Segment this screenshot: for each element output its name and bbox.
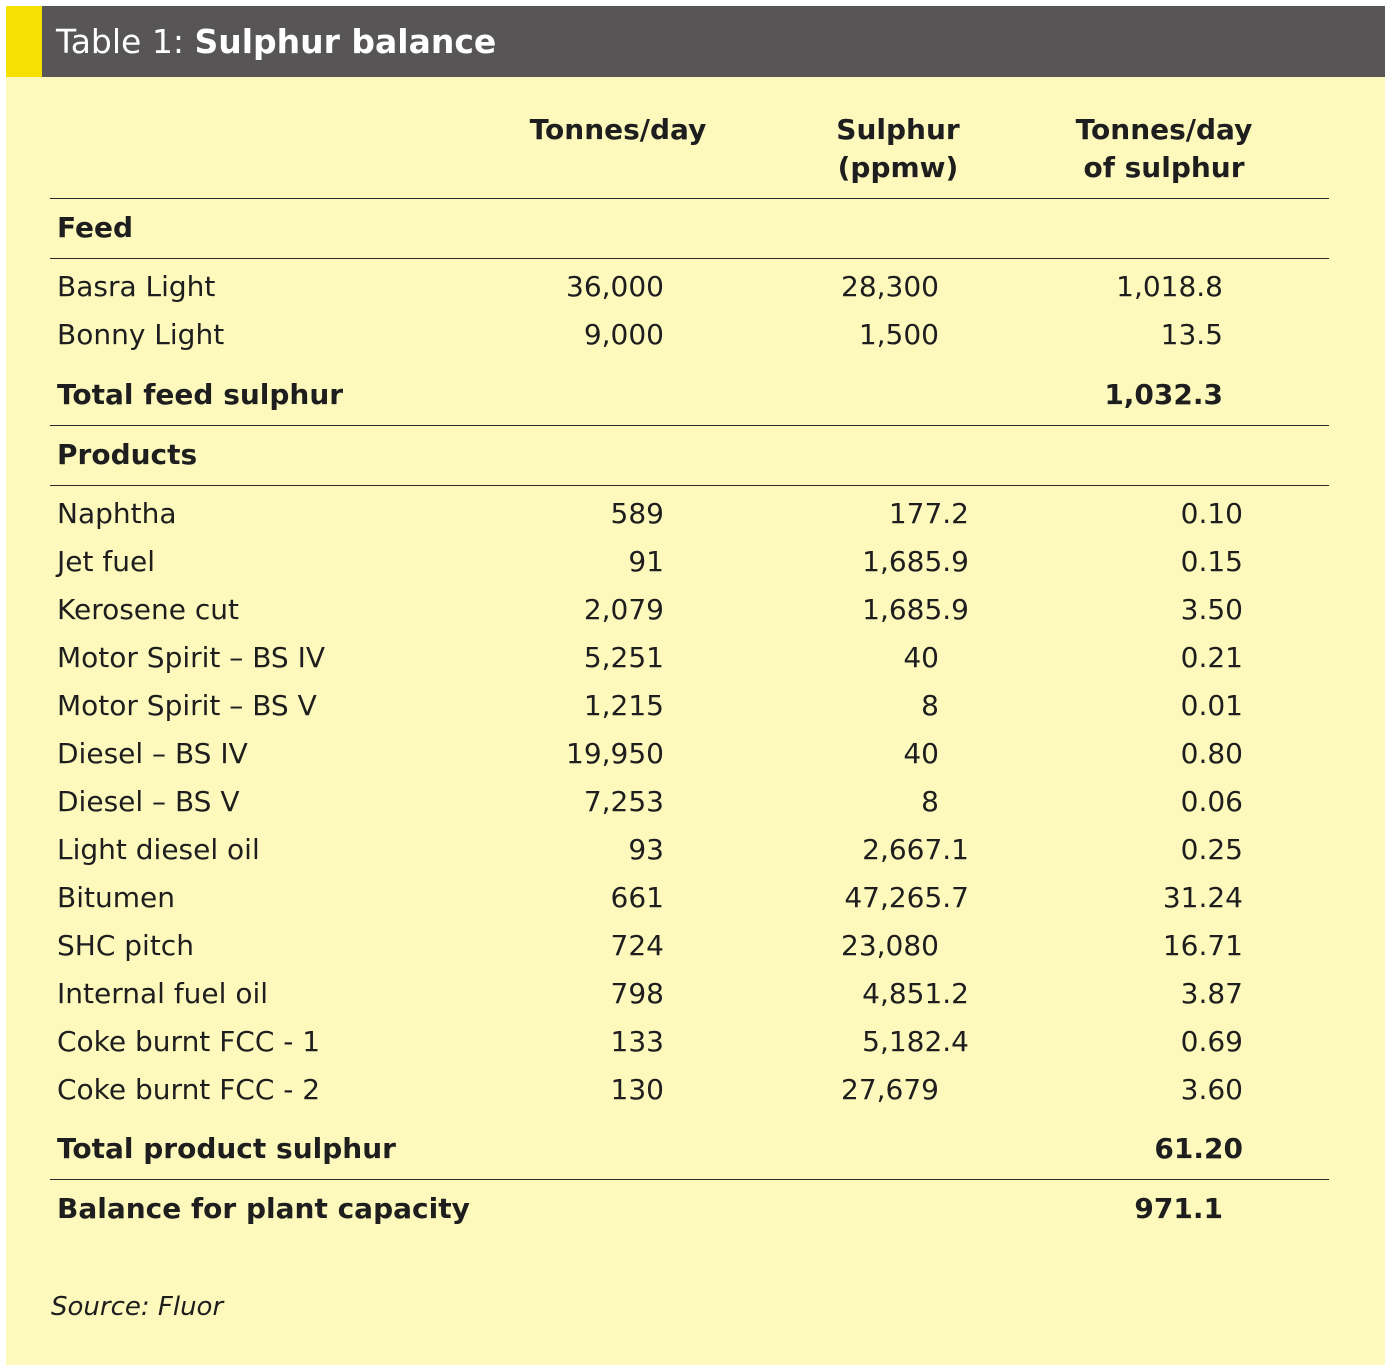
row-name: Jet fuel: [57, 545, 155, 578]
balance-label: Balance for plant capacity: [57, 1192, 470, 1225]
row-tonnes-sulphur: 3.50: [1180, 593, 1243, 626]
feed-total-value: 1,032.3: [1104, 378, 1223, 411]
row-sulphur: 28,300: [841, 270, 939, 303]
row-sulphur: 1,685.9: [862, 593, 969, 626]
row-tonnes: 5,251: [583, 641, 664, 674]
row-name: Internal fuel oil: [57, 977, 269, 1010]
row-sulphur: 5,182.4: [862, 1025, 969, 1058]
row-name: Basra Light: [57, 270, 216, 303]
row-name: Motor Spirit – BS V: [57, 689, 317, 722]
row-tonnes-sulphur: 0.10: [1180, 497, 1243, 530]
row-sulphur: 27,679: [841, 1073, 939, 1106]
row-name: Coke burnt FCC - 2: [57, 1073, 321, 1106]
row-sulphur: 2,667.1: [862, 833, 969, 866]
row-sulphur: 23,080: [841, 929, 939, 962]
row-tonnes-sulphur: 3.87: [1180, 977, 1243, 1010]
row-sulphur: 4,851.2: [862, 977, 969, 1010]
table-header-bar: [6, 6, 1385, 77]
row-tonnes-sulphur: 13.5: [1160, 318, 1223, 351]
source-note: Source: Fluor: [51, 1292, 224, 1322]
table-title: [56, 6, 496, 77]
row-tonnes: 661: [610, 881, 664, 914]
row-tonnes-sulphur: 0.25: [1180, 833, 1243, 866]
row-sulphur: 8: [921, 689, 939, 722]
header-accent-bar: [6, 6, 42, 77]
col-header-tonnes-sulphur-line2: of sulphur: [1083, 151, 1245, 184]
row-tonnes: 589: [610, 497, 664, 530]
row-tonnes: 19,950: [566, 737, 664, 770]
row-tonnes-sulphur: 31.24: [1162, 881, 1243, 914]
col-header-sulphur-line1: Sulphur: [836, 113, 960, 146]
row-sulphur: 40: [903, 737, 939, 770]
table-title-main: Sulphur balance: [194, 22, 497, 61]
row-tonnes: 724: [610, 929, 664, 962]
row-tonnes: 130: [610, 1073, 664, 1106]
row-sulphur: 47,265.7: [844, 881, 969, 914]
row-tonnes: 133: [610, 1025, 664, 1058]
row-tonnes: 36,000: [566, 270, 664, 303]
feed-divider: [50, 258, 1329, 259]
row-name: Diesel – BS V: [57, 785, 240, 818]
row-tonnes-sulphur: 3.60: [1180, 1073, 1243, 1106]
col-header-tonnes: Tonnes/day: [529, 113, 707, 146]
row-tonnes-sulphur: 0.06: [1180, 785, 1243, 818]
products-total-value: 61.20: [1154, 1132, 1243, 1165]
row-tonnes: 1,215: [583, 689, 664, 722]
row-tonnes-sulphur: 0.01: [1180, 689, 1243, 722]
row-name: Light diesel oil: [57, 833, 260, 866]
row-sulphur: 40: [903, 641, 939, 674]
products-top-divider: [50, 425, 1329, 426]
balance-value: 971.1: [1134, 1192, 1223, 1225]
row-tonnes-sulphur: 0.15: [1180, 545, 1243, 578]
products-divider: [50, 485, 1329, 486]
row-tonnes-sulphur: 0.69: [1180, 1025, 1243, 1058]
row-sulphur: 1,500: [858, 318, 939, 351]
row-name: Bitumen: [57, 881, 175, 914]
row-tonnes-sulphur: 16.71: [1162, 929, 1243, 962]
row-name: Motor Spirit – BS IV: [57, 641, 326, 674]
feed-total-label: Total feed sulphur: [57, 378, 344, 411]
row-name: Diesel – BS IV: [57, 737, 248, 770]
row-sulphur: 1,685.9: [862, 545, 969, 578]
row-tonnes: 93: [628, 833, 664, 866]
row-tonnes: 7,253: [583, 785, 664, 818]
row-name: Coke burnt FCC - 1: [57, 1025, 321, 1058]
row-name: Kerosene cut: [57, 593, 240, 626]
col-header-tonnes-sulphur-line1: Tonnes/day: [1075, 113, 1253, 146]
row-tonnes: 2,079: [583, 593, 664, 626]
row-tonnes: 9,000: [583, 318, 664, 351]
row-sulphur: 177.2: [888, 497, 969, 530]
balance-divider: [50, 1179, 1329, 1180]
section-heading-feed: Feed: [57, 211, 134, 244]
row-tonnes-sulphur: 0.21: [1180, 641, 1243, 674]
row-tonnes: 91: [628, 545, 664, 578]
row-name: Naphtha: [57, 497, 177, 530]
col-header-sulphur-line2: (ppmw): [837, 151, 959, 184]
table-title-prefix: Table 1:: [56, 22, 195, 61]
row-tonnes: 798: [610, 977, 664, 1010]
row-tonnes-sulphur: 1,018.8: [1116, 270, 1223, 303]
products-total-label: Total product sulphur: [57, 1132, 396, 1165]
row-sulphur: 8: [921, 785, 939, 818]
header-divider: [50, 198, 1329, 199]
row-name: Bonny Light: [57, 318, 225, 351]
section-heading-products: Products: [57, 438, 198, 471]
row-tonnes-sulphur: 0.80: [1180, 737, 1243, 770]
row-name: SHC pitch: [57, 929, 194, 962]
